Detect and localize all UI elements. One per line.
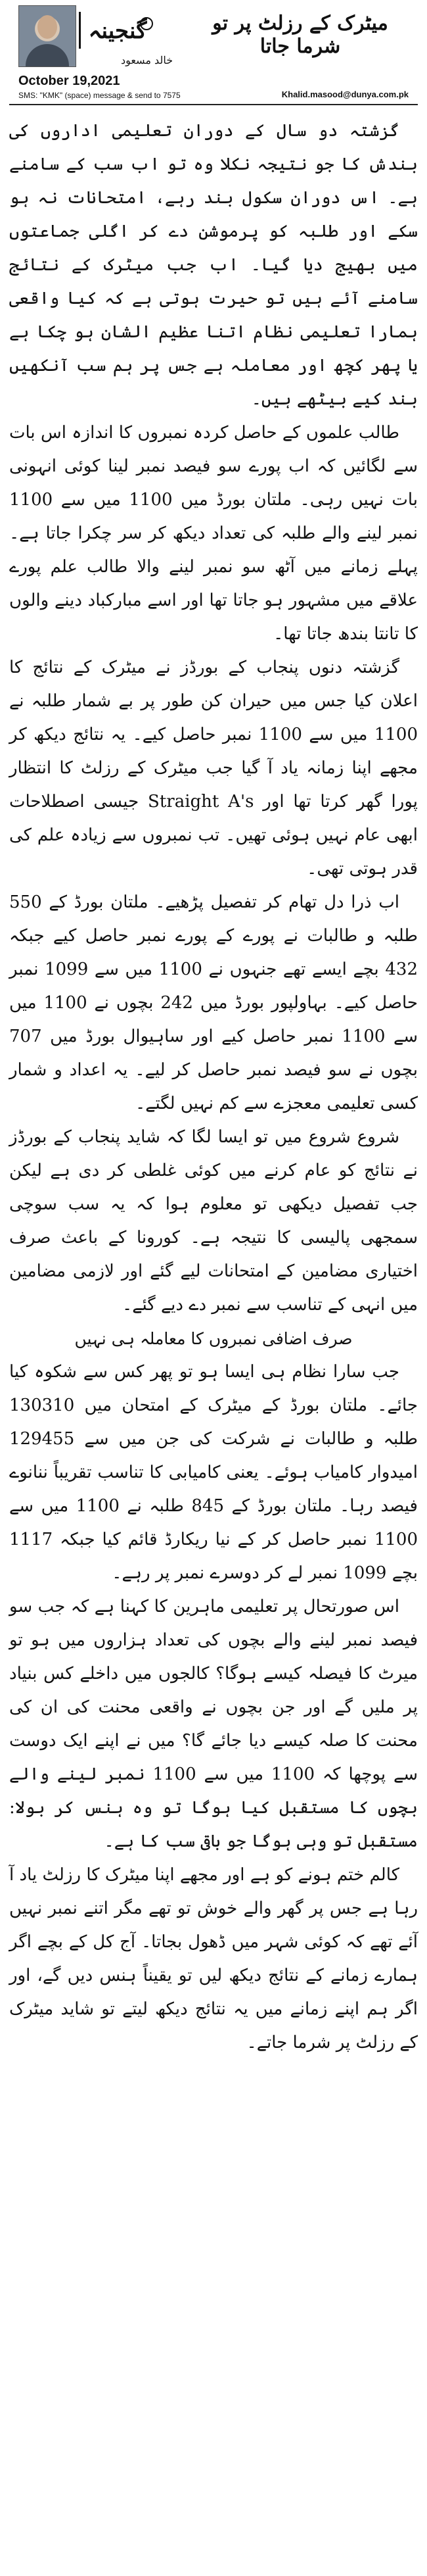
- author-photo-shoulders: [26, 44, 69, 66]
- article-paragraph: کالم ختم ہونے کو ہے اور مجھے اپنا میٹرک کا رزلٹ یاد آ رہا ہے جس پر گھر والے خوش تو تھے مگر اتنے نمبر نہیں آئے تھے کہ کوئی شہر میں ڈھول بجاتا۔ آج کل کے بچے اگر ہمارے زمانے کے نتائج دیکھ لیں تو یقیناً ہنس دیں گے، اور اگر ہم اپنے زمانے میں یہ نتائج دیکھ لیتے تو شاید میٹرک کے رزلٹ پر شرما جاتے۔: [9, 1865, 418, 2053]
- publish-date: October 19,2021: [18, 74, 120, 88]
- author-email[interactable]: Khalid.masood@dunya.com.pk: [281, 89, 409, 99]
- article-paragraph: اس صورتحال پر تعلیمی ماہرین کا کہنا ہے کہ جب سو فیصد نمبر لینے والے بچوں کی تعداد ہزاروں میں ہو تو میرٹ کا فیصلہ کیسے ہوگا؟ کالجوں میں داخلے کس بنیاد پر ملیں گے اور جن بچوں نے واقعی محنت کی ان کی محنت کا صلہ کیسے دیا جائے گا؟ میں نے اپنے ایک دوست سے پوچھا کہ 1100 میں سے 1100 نمبر لینے والے بچوں کا مستقبل کیا ہوگا تو وہ ہنس کر بولا: مستقبل تو وہی ہوگا جو باقی سب کا ہے۔: [9, 1597, 418, 1851]
- article-verse: صرف اضافی نمبروں کا معاملہ ہی نہیں: [74, 1329, 353, 1348]
- author-photo: [18, 5, 76, 67]
- column-headline: میٹرک کے رزلٹ پر تو شرما جاتا: [212, 12, 388, 58]
- article-paragraph: گزشتہ دنوں پنجاب کے بورڈز نے میٹرک کے نتائج کا اعلان کیا جس میں حیران کن طور پر بے شمار طلبہ نے 1100 میں سے 1100 نمبر حاصل کیے۔ یہ نتائج دیکھ کر مجھے اپنا زمانہ یاد آ گیا جب میٹرک کے رزلٹ کا انتظار پورا گھر کرتا تھا اور Straight A's جیسی اصطلاحات ابھی عام نہیں ہوئی تھیں۔ تب نمبروں سے زیادہ علم کی قدر ہوتی تھی۔: [9, 658, 418, 879]
- column-logo: گنجینہ: [79, 12, 154, 49]
- column-header: [9, 0, 418, 105]
- article-paragraph: شروع شروع میں تو ایسا لگا کہ شاید پنجاب کے بورڈز نے نتائج کو عام کرنے میں کوئی غلطی کر دی ہے لیکن جب تفصیل دیکھی تو معلوم ہوا کہ یہ سب سوچی سمجھی پالیسی کا نتیجہ ہے۔ کورونا کے باعث صرف اختیاری مضامین کے امتحانات لیے گئے اور لازمی مضامین میں انہی کے تناسب سے نمبر دے دیے گئے۔: [9, 1127, 418, 1315]
- sms-instructions: SMS: "KMK" (space) message & send to 7575: [18, 91, 181, 100]
- article-paragraph: اب ذرا دل تھام کر تفصیل پڑھیے۔ ملتان بورڈ کے 550 طلبہ و طالبات نے پورے کے پورے نمبر حاصل کیے جبکہ 432 بچے ایسے تھے جنہوں نے 1100 میں سے 1099 نمبر حاصل کیے۔ بہاولپور بورڈ میں 242 بچوں نے 1100 میں سے 1100 نمبر حاصل کیے اور ساہیوال بورڈ میں 707 بچوں نے سو فیصد نمبر حاصل کر لیے۔ یہ اعداد و شمار کسی تعلیمی معجزے سے کم نہیں لگتے۔: [9, 892, 418, 1113]
- author-name: خالد مسعود: [121, 54, 173, 66]
- article-paragraph: جب سارا نظام ہی ایسا ہو تو پھر کس سے شکوہ کیا جائے۔ ملتان بورڈ کے میٹرک کے امتحان میں 130310 طلبہ و طالبات نے شرکت کی جن میں سے 129455 امیدوار کامیاب ہوئے۔ یعنی کامیابی کا تناسب تقریباً ننانوے فیصد رہا۔ ملتان بورڈ کے 845 طلبہ نے 1100 میں سے 1100 نمبر حاصل کر کے نیا ریکارڈ قائم کیا جبکہ 1117 بچے 1099 نمبر لے کر دوسرے نمبر پر رہے۔: [9, 1362, 418, 1583]
- article-body: [9, 105, 418, 2060]
- article-paragraph: گزشتہ دو سال کے دوران تعلیمی اداروں کی بندش کا جو نتیجہ نکلا وہ تو اب سب کے سامنے ہے۔ اس دوران سکول بند رہے، امتحانات نہ ہو سکے اور طلبہ کو پرموشن دے کر اگلی جماعتوں میں بھیج دیا گیا۔ اب جب میٹرک کے نتائج سامنے آئے ہیں تو حیرت ہوتی ہے کہ کیا واقعی ہمارا تعلیمی نظام اتنا عظیم الشان ہو چکا ہے یا پھر کچھ اور معاملہ ہے جس پر ہم سب آنکھیں بند کیے بیٹھے ہیں۔: [9, 121, 418, 409]
- author-photo-face: [37, 15, 57, 39]
- article-paragraph: طالب علموں کے حاصل کردہ نمبروں کا اندازہ اس بات سے لگائیں کہ اب پورے سو فیصد نمبر لینا کوئی انہونی بات نہیں رہی۔ ملتان بورڈ میں 1100 میں سے 1100 نمبر لینے والے طلبہ کی تعداد دیکھ کر سر چکرا جاتا ہے۔ پہلے زمانے میں آٹھ سو نمبر لینے والا طالب علم پورے علاقے میں مشہور ہو جاتا تھا اور اسے مبارکباد دینے والوں کا تانتا بندھ جاتا تھا۔: [9, 423, 418, 644]
